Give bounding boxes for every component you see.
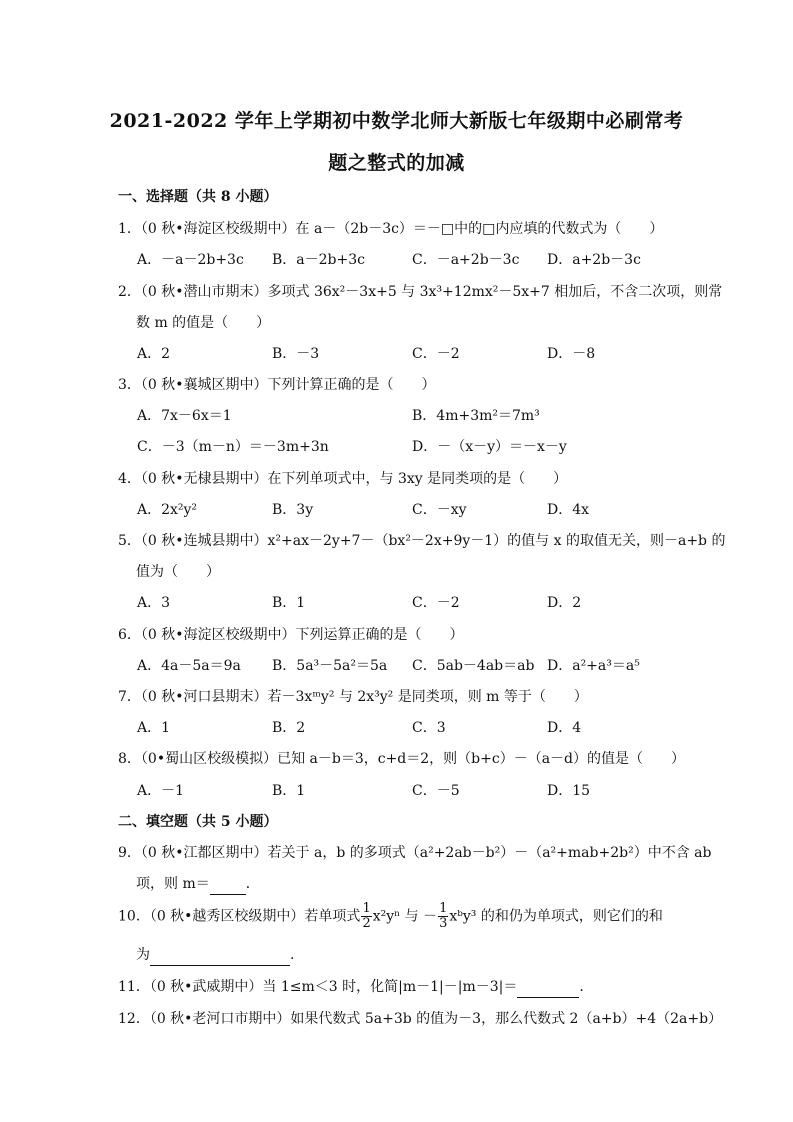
option-b: B．1 xyxy=(272,783,306,799)
option-d: D．4x xyxy=(547,502,590,518)
question-5-stem-line1: 5．（0 秋•连城县期中）x²+ax－2y+7－（bx²－2x+9y－1）的值与 x 的取值无关，则－a+b 的 xyxy=(118,533,726,549)
option-b: B．1 xyxy=(272,595,306,611)
question-1-stem: 1．（0 秋•海淀区校级期中）在 a－（2b－3c）＝－□中的□内应填的代数式为（ ） xyxy=(118,221,664,237)
answer-blank[interactable] xyxy=(210,878,246,895)
question-4-stem: 4．（0 秋•无棣县期中）在下列单项式中，与 3xy 是同类项的是（ ） xyxy=(118,471,568,487)
question-6-stem: 6．（0 秋•海淀区校级期中）下列运算正确的是（ ） xyxy=(118,627,464,643)
question-1-options xyxy=(137,249,697,269)
option-c: C．－2 xyxy=(412,346,460,362)
question-8-options xyxy=(137,780,697,800)
question-3-options-row1 xyxy=(137,405,697,425)
question-10-text: 为 xyxy=(136,947,150,963)
question-10-text: 10．（0 秋•越秀区校级期中）若单项式 xyxy=(118,908,361,925)
question-10-rest: 的和仍为单项式，则它们的和 xyxy=(476,908,663,925)
option-b: B．－3 xyxy=(272,346,320,362)
question-11-period: ． xyxy=(579,979,594,995)
option-b: B．4m+3m²＝7m³ xyxy=(412,408,540,424)
monomial-2: xᵇy³ xyxy=(449,908,477,925)
question-11-stem xyxy=(118,976,593,998)
option-b: B．5a³－5a²＝5a xyxy=(272,658,388,674)
page-title-line2: 题之整式的加减 xyxy=(328,152,465,174)
question-5-options xyxy=(137,592,697,612)
option-a: A．4a－5a＝9a xyxy=(137,658,241,674)
question-2-stem-line1: 2．（0 秋•潜山市期末）多项式 36x²－3x+5 与 3x³+12mx²－5x+7 相加后，不含二次项，则常 xyxy=(118,284,723,300)
question-10-period: ． xyxy=(290,947,304,963)
option-b: B．2 xyxy=(272,720,306,736)
option-c: C．－5 xyxy=(412,783,460,799)
answer-blank[interactable] xyxy=(150,949,290,966)
option-c: C．－a+2b－3c xyxy=(412,252,520,268)
option-c: C．－2 xyxy=(412,595,460,611)
option-a: A．－1 xyxy=(137,783,185,799)
option-c: C．5ab－4ab＝ab xyxy=(412,658,535,674)
option-a: A．1 xyxy=(137,720,171,736)
question-9-stem-line2 xyxy=(136,873,260,895)
question-8-stem: 8．（0•蜀山区校级模拟）已知 a－b＝3，c+d＝2，则（b+c）－（a－d）的值是（ ） xyxy=(118,751,686,767)
question-10-stem-line1 xyxy=(118,902,663,931)
option-d: D．－8 xyxy=(547,346,596,362)
fraction-numerator: 1 xyxy=(439,901,448,916)
option-a: A．－a－2b+3c xyxy=(137,252,244,268)
option-a: A．3 xyxy=(137,595,171,611)
fraction-one-third xyxy=(438,902,448,931)
question-3-stem: 3．（0 秋•襄城区期中）下列计算正确的是（ ） xyxy=(118,377,436,393)
question-11-text: 11．（0 秋•武威期中）当 1≤m＜3 时，化简|m－1|－|m－3|＝ xyxy=(118,979,518,995)
page-title-line1: 2021-2022 学年上学期初中数学北师大新版七年级期中必刷常考 xyxy=(109,110,684,132)
question-7-options xyxy=(137,717,697,737)
monomial-1: x²yⁿ xyxy=(372,908,401,925)
question-3-options-row2 xyxy=(137,436,697,456)
option-d: D．15 xyxy=(547,783,591,799)
section-heading-choice: 一、选择题（共 8 小题） xyxy=(118,189,278,205)
option-a: A．2x²y² xyxy=(137,502,198,518)
answer-blank[interactable] xyxy=(517,981,579,998)
question-9-period: ． xyxy=(245,876,260,892)
question-9-stem-line1: 9．（0 秋•江都区期中）若关于 a，b 的多项式（a²+2ab－b²）－（a²+mab+2b²）中不含 ab xyxy=(118,845,712,861)
question-5-stem-line2: 值为（ ） xyxy=(136,564,220,580)
question-7-stem: 7．（0 秋•河口县期末）若－3xᵐy² 与 2x³y² 是同类项，则 m 等于（ ） xyxy=(118,689,588,705)
question-4-options xyxy=(137,499,697,519)
option-a: A．7x－6x＝1 xyxy=(137,408,232,424)
fraction-denominator: 2 xyxy=(362,916,371,931)
option-d: D．a²+a³＝a⁵ xyxy=(547,658,640,674)
option-b: B．a－2b+3c xyxy=(272,252,365,268)
section-heading-fill: 二、填空题（共 5 小题） xyxy=(118,814,278,830)
question-9-text: 项，则 m＝ xyxy=(136,876,210,892)
option-d: D．a+2b－3c xyxy=(547,252,641,268)
option-a: A．2 xyxy=(137,346,171,362)
question-2-options xyxy=(137,343,697,363)
question-2-stem-line2: 数 m 的值是（ ） xyxy=(136,315,271,331)
question-10-stem-line2 xyxy=(136,944,304,966)
option-d: D．－（x－y）＝－x－y xyxy=(412,439,567,455)
option-c: C．－xy xyxy=(412,502,467,518)
option-c: C．－3（m－n）＝－3m+3n xyxy=(137,439,329,455)
fraction-numerator: 1 xyxy=(362,901,371,916)
option-d: D．4 xyxy=(547,720,582,736)
fraction-one-half xyxy=(361,902,371,931)
fraction-denominator: 3 xyxy=(439,916,448,931)
option-d: D．2 xyxy=(547,595,582,611)
question-6-options xyxy=(137,655,697,675)
option-b: B．3y xyxy=(272,502,314,518)
option-c: C．3 xyxy=(412,720,446,736)
question-10-mid: 与 － xyxy=(400,908,438,925)
question-12-stem: 12．（0 秋•老河口市期中）如果代数式 5a+3b 的值为－3，那么代数式 2（a+b）+4（2a+b） xyxy=(118,1011,723,1027)
